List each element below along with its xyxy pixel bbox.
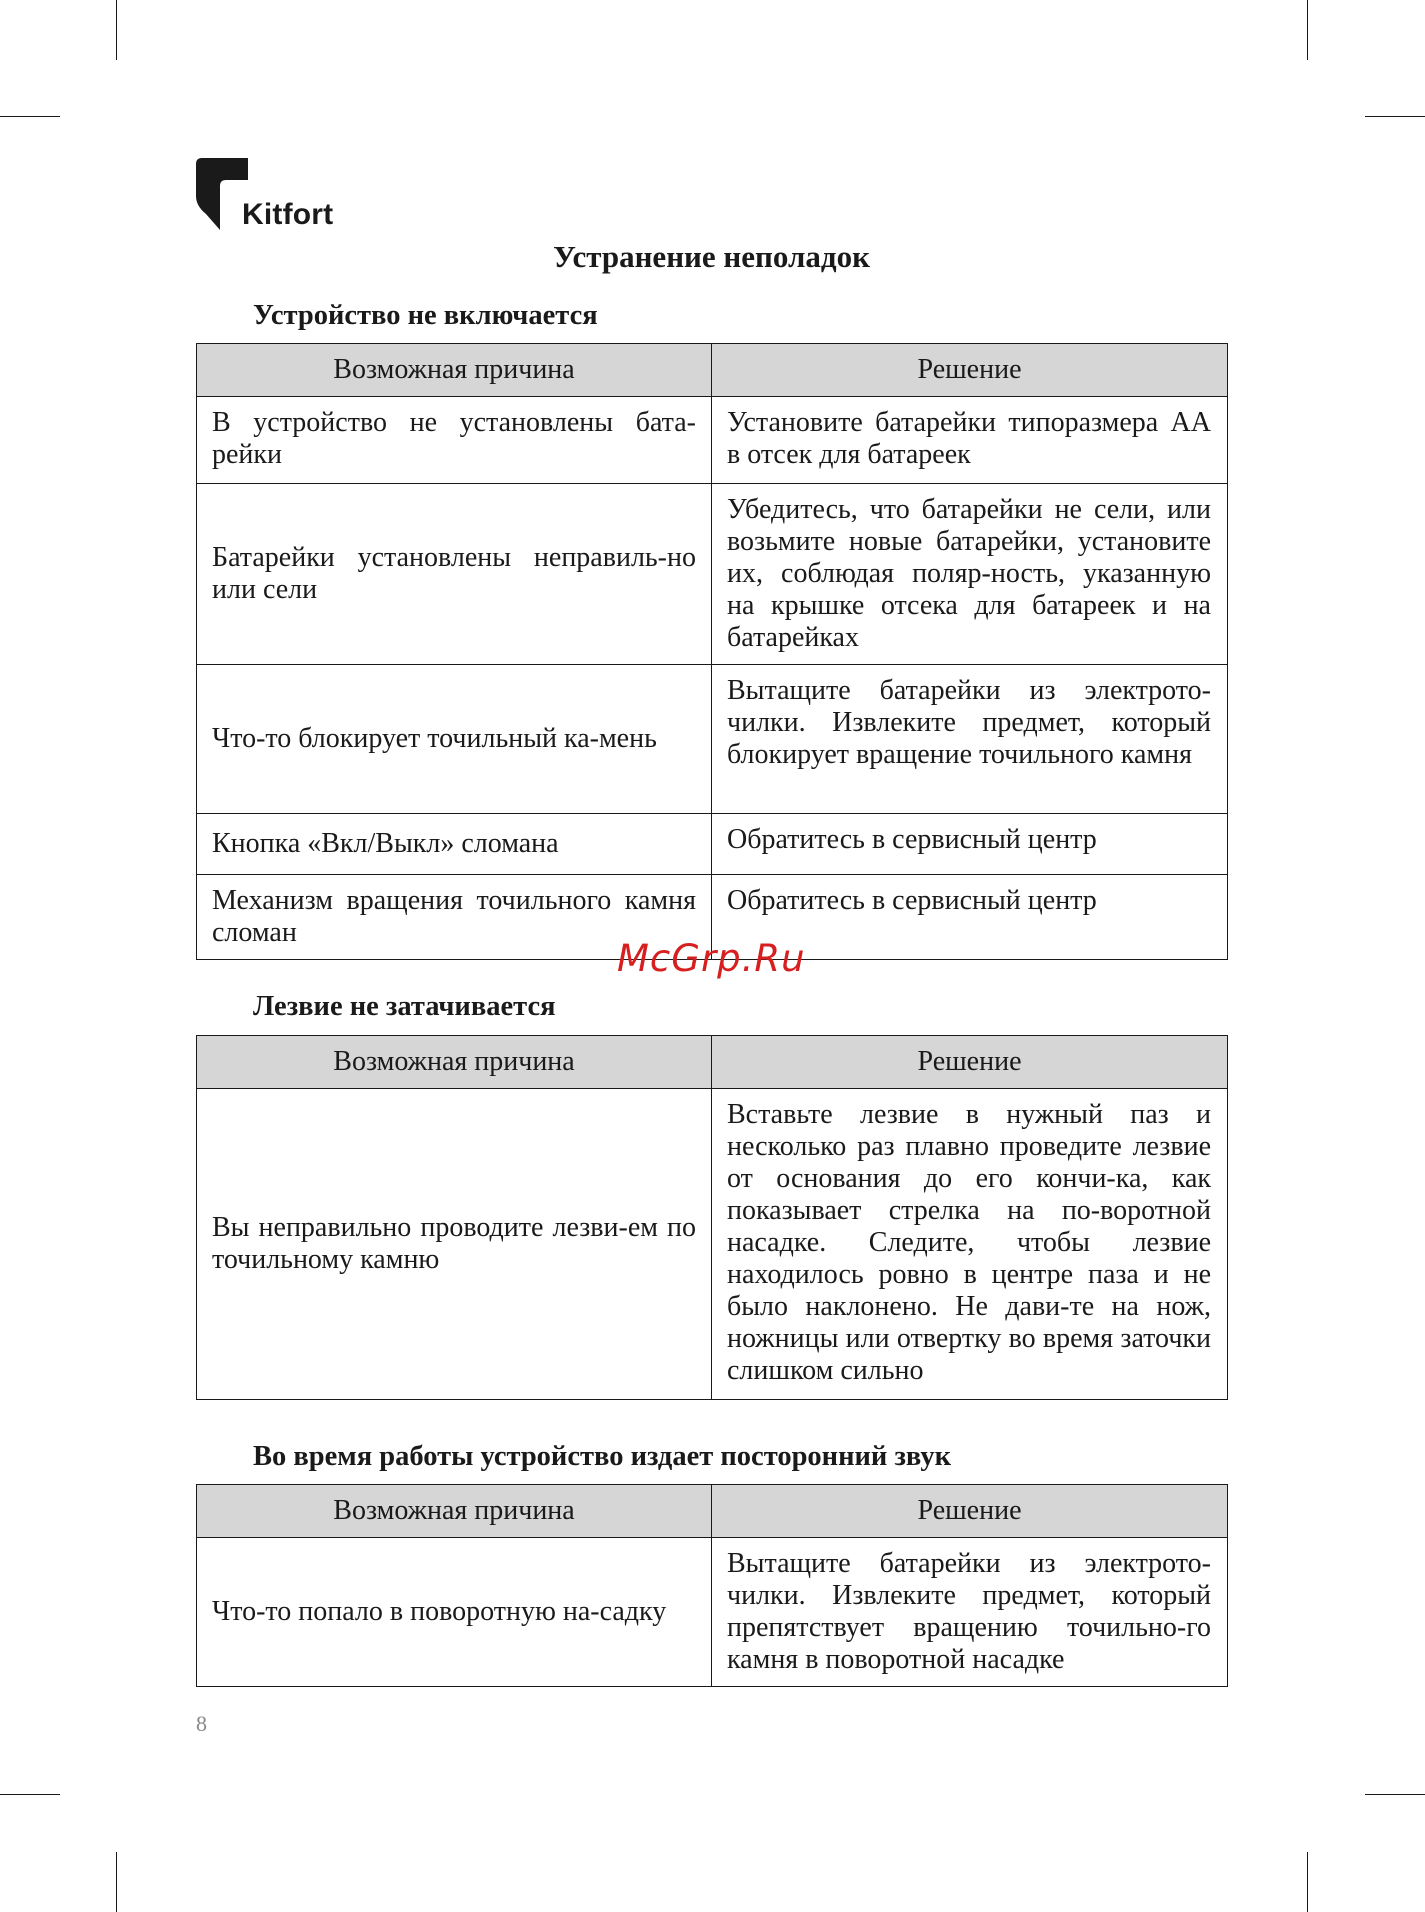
crop-mark [0,116,60,117]
cause-cell: Что-то блокирует точильный ка-мень [197,665,712,814]
page-number: 8 [196,1711,207,1736]
solution-cell: Вытащите батарейки из электрото-чилки. Извлеките предмет, который препятствует вращению точильно-го камня в поворотной насадке [712,1537,1228,1686]
page-title: Устранение неполадок [553,239,870,274]
table-header-row [197,1484,1228,1537]
cause-cell: В устройство не установлены бата-рейки [197,397,712,484]
column-header-cause: Возможная причина [197,344,712,397]
brand-logo [196,158,333,230]
crop-mark [116,0,117,60]
column-header-solution: Решение [712,344,1228,397]
crop-mark [1365,1794,1425,1795]
troubleshooting-table [196,1484,1228,1687]
section-heading: Во время работы устройство издает посторонний звук [253,1440,952,1472]
column-header-cause: Возможная причина [197,1484,712,1537]
table-row [197,665,1228,814]
table-row [197,1088,1228,1399]
solution-cell: Вставьте лезвие в нужный паз и несколько раз плавно проведите лезвие от основания до его кончи-ка, как показывает стрелка на по-воротной насадке. Следите, чтобы лезвие находилось ровно в центре паза и не было наклонено. Не дави-те на нож, ножницы или отвертку во время заточки слишком сильно [712,1088,1228,1399]
watermark: McGrp.Ru [617,937,806,980]
solution-cell: Обратитесь в сервисный центр [712,875,1228,960]
solution-cell: Вытащите батарейки из электрото-чилки. Извлеките предмет, который блокирует вращение точильного камня [712,665,1228,814]
solution-cell: Убедитесь, что батарейки не сели, или возьмите новые батарейки, установите их, соблюдая поляр-ность, указанную на крышке отсека для батареек и на батарейках [712,484,1228,665]
table-row [197,397,1228,484]
troubleshooting-table [196,343,1228,960]
crop-mark [1307,0,1308,60]
cause-cell: Батарейки установлены неправиль-но или сели [197,484,712,665]
troubleshooting-table [196,1035,1228,1400]
solution-cell: Обратитесь в сервисный центр [712,814,1228,875]
crop-mark [116,1852,117,1912]
cause-cell: Кнопка «Вкл/Выкл» сломана [197,814,712,875]
table-header-row [197,344,1228,397]
table-row [197,1537,1228,1686]
section-heading: Устройство не включается [253,300,598,332]
crop-mark [1307,1852,1308,1912]
brand-name: Kitfort [242,198,334,231]
table-row [197,484,1228,665]
table-header-row [197,1035,1228,1088]
column-header-solution: Решение [712,1035,1228,1088]
cause-cell: Механизм вращения точильного камня сломан [197,875,712,960]
column-header-solution: Решение [712,1484,1228,1537]
cause-cell: Что-то попало в поворотную на-садку [197,1537,712,1686]
cause-cell: Вы неправильно проводите лезви-ем по точильному камню [197,1088,712,1399]
crop-mark [1365,116,1425,117]
solution-cell: Установите батарейки типоразмера АА в отсек для батареек [712,397,1228,484]
kitfort-logo-icon [196,158,248,230]
column-header-cause: Возможная причина [197,1035,712,1088]
section-heading: Лезвие не затачивается [253,991,556,1023]
table-row [197,814,1228,875]
crop-mark [0,1794,60,1795]
